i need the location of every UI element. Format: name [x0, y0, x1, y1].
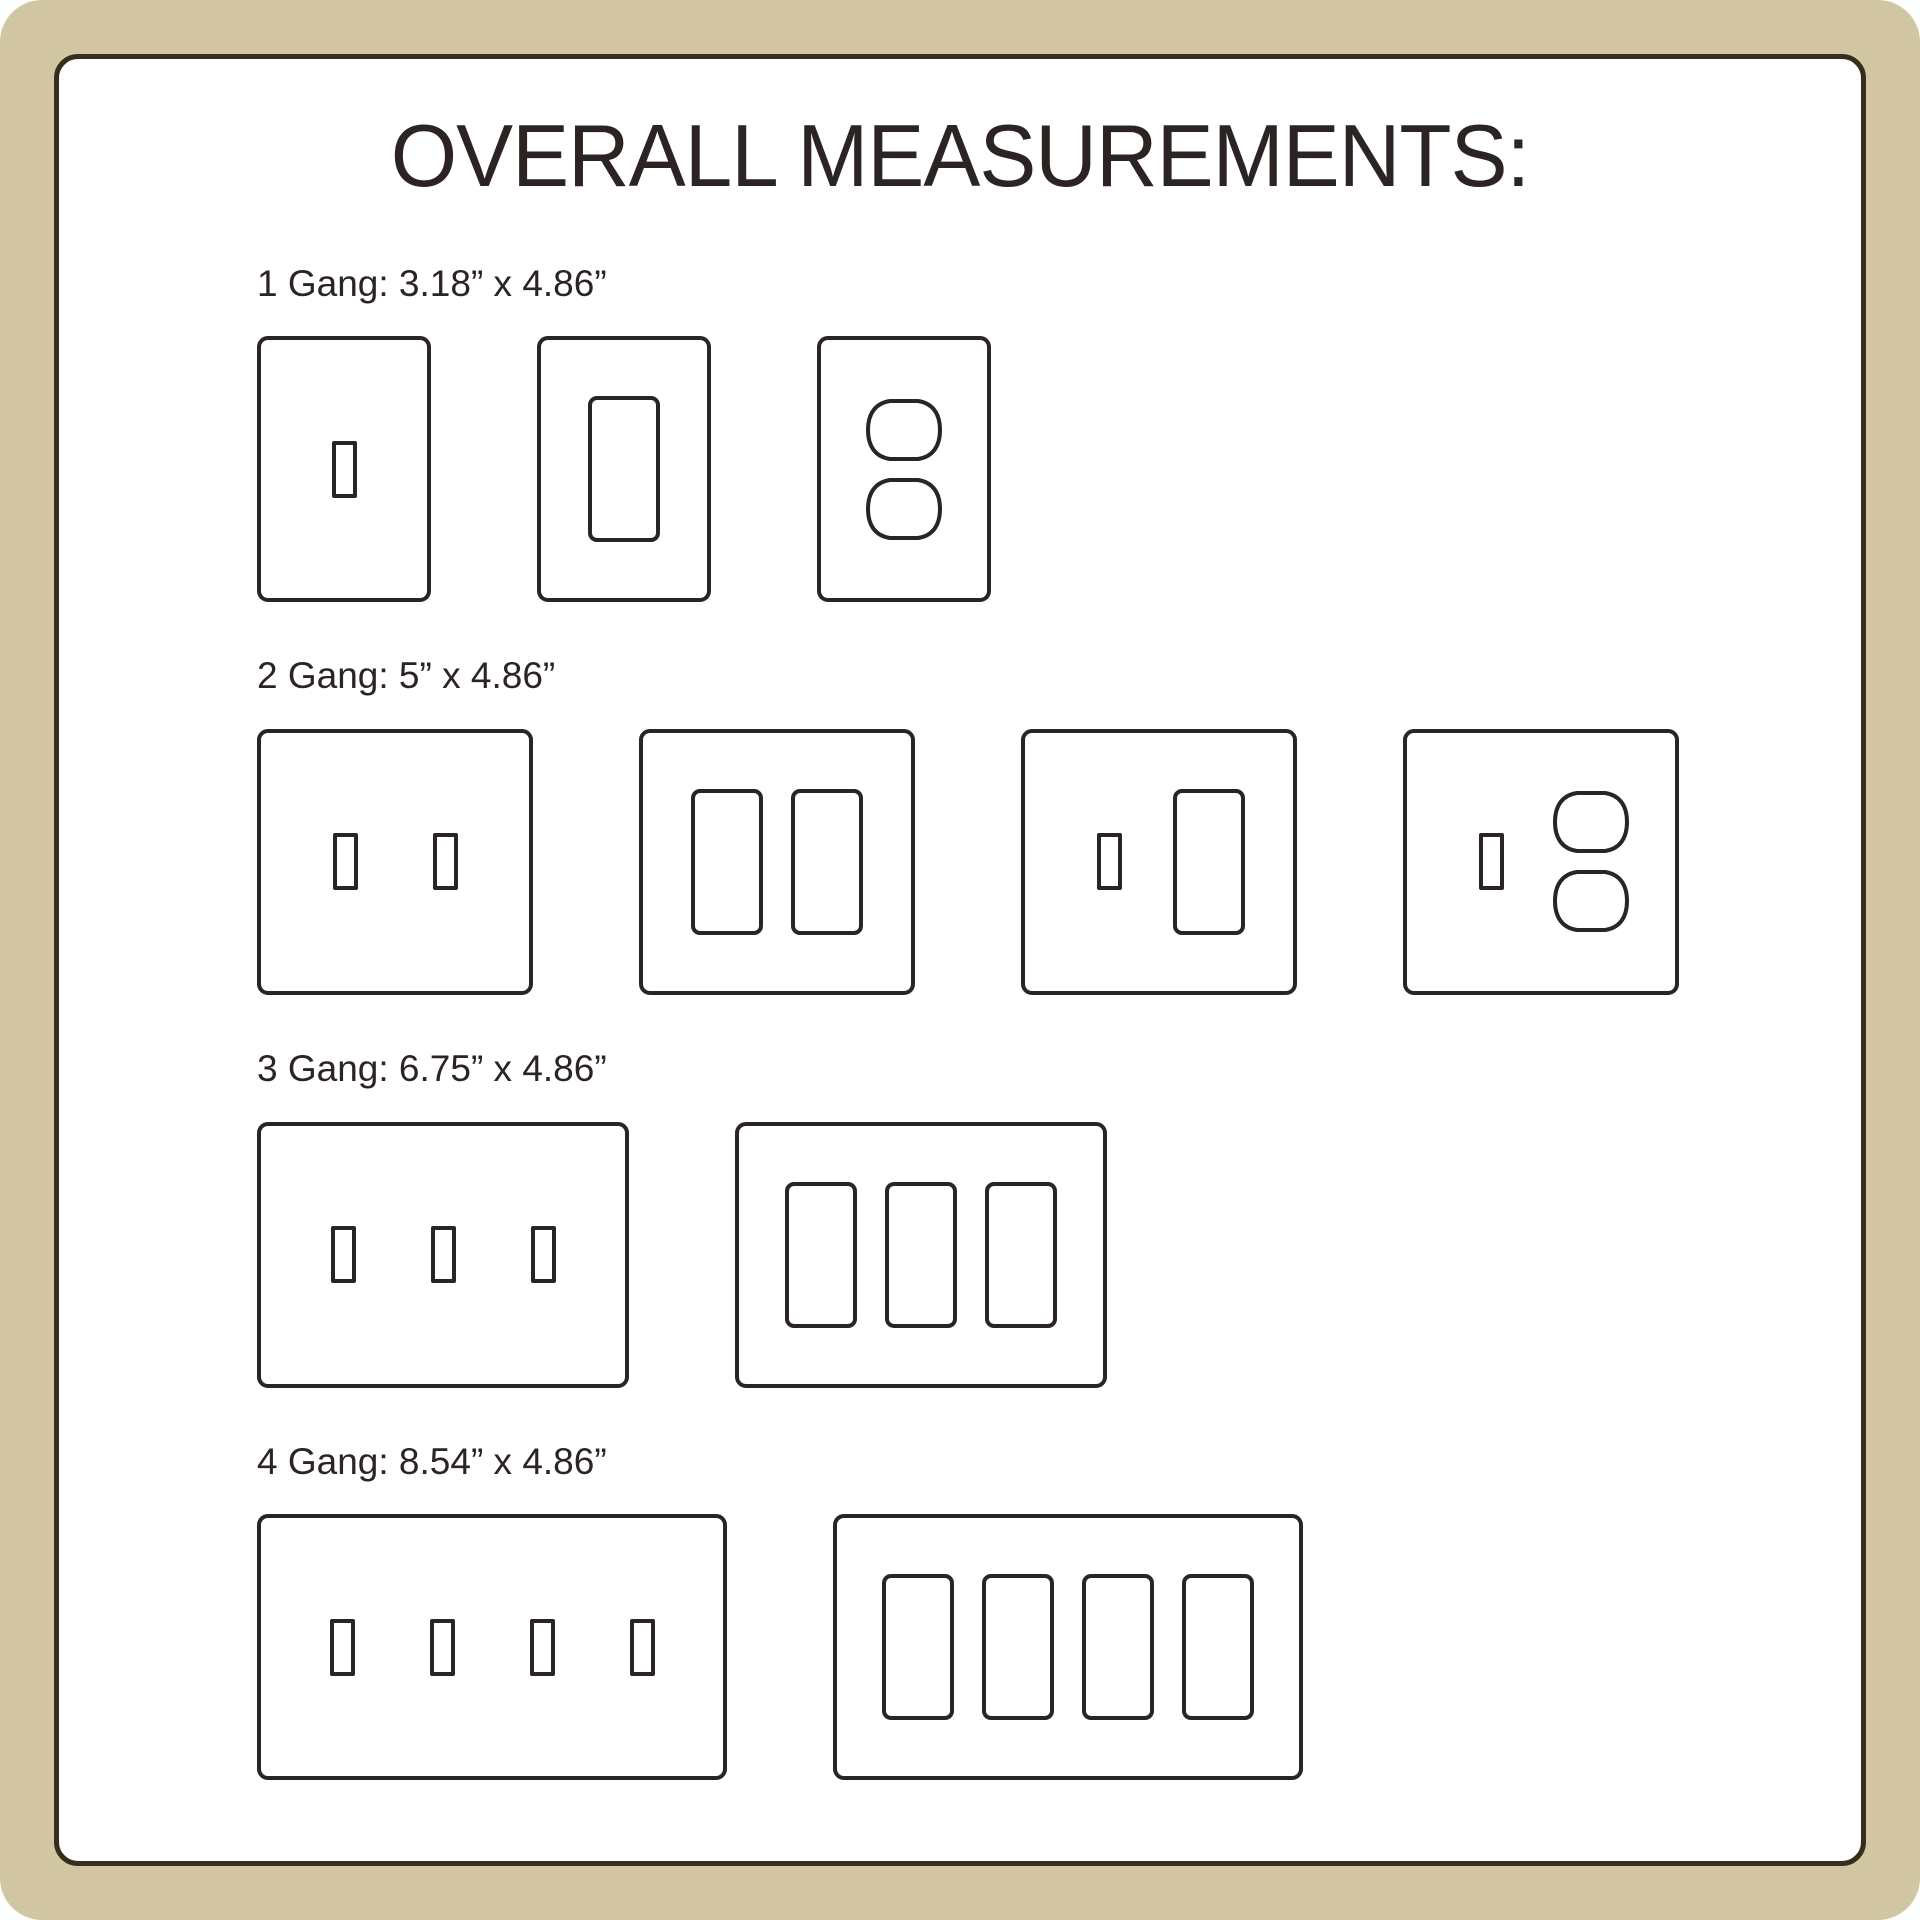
- toggle-switch-cutout: [331, 1226, 356, 1283]
- gang-section-label: 1 Gang: 3.18” x 4.86”: [257, 262, 607, 304]
- 4-gang-rocker-plate: [833, 1514, 1303, 1780]
- device-cell: [1159, 733, 1259, 991]
- gang-sections: [59, 262, 1861, 1781]
- 4-gang-toggle-plate: [257, 1514, 727, 1780]
- outlet-receptacle-icon: [866, 478, 942, 540]
- device-cell: [777, 733, 877, 991]
- device-cell: [393, 1126, 493, 1384]
- 1-gang-toggle-plate: [257, 336, 431, 602]
- outlet-receptacle-icon: [866, 399, 942, 461]
- rocker-switch-cutout: [1173, 789, 1245, 935]
- plate-row: [257, 336, 1821, 602]
- device-cell: [574, 340, 674, 598]
- rocker-switch-cutout: [588, 396, 660, 542]
- device-cell: [295, 733, 395, 991]
- plate-row: [257, 1122, 1821, 1388]
- gang-section-1-gang: [257, 262, 1821, 603]
- rocker-switch-cutout: [982, 1574, 1054, 1720]
- toggle-switch-cutout: [1479, 833, 1504, 890]
- 2-gang-toggle-rocker-plate: [1021, 729, 1297, 995]
- toggle-switch-cutout: [433, 833, 458, 890]
- 2-gang-toggle-toggle-plate: [257, 729, 533, 995]
- device-cell: [592, 1518, 692, 1776]
- device-cell: [1541, 733, 1641, 991]
- rocker-switch-cutout: [985, 1182, 1057, 1328]
- device-cell: [294, 340, 394, 598]
- device-cell: [395, 733, 495, 991]
- device-cell: [1168, 1518, 1268, 1776]
- gang-section-label: 3 Gang: 6.75” x 4.86”: [257, 1047, 607, 1089]
- device-cell: [1068, 1518, 1168, 1776]
- gang-section-2-gang: [257, 654, 1821, 995]
- device-cell: [677, 733, 777, 991]
- device-cell: [1059, 733, 1159, 991]
- device-cell: [968, 1518, 1068, 1776]
- 3-gang-rocker-plate: [735, 1122, 1107, 1388]
- gang-section-4-gang: [257, 1440, 1821, 1781]
- rocker-switch-cutout: [785, 1182, 857, 1328]
- device-cell: [492, 1518, 592, 1776]
- 3-gang-toggle-plate: [257, 1122, 629, 1388]
- device-cell: [1441, 733, 1541, 991]
- toggle-switch-cutout: [332, 441, 357, 498]
- outlet-receptacle-icon: [1553, 870, 1629, 932]
- toggle-switch-cutout: [431, 1226, 456, 1283]
- toggle-switch-cutout: [531, 1226, 556, 1283]
- spec-panel: [54, 54, 1866, 1866]
- gang-section-3-gang: [257, 1047, 1821, 1388]
- toggle-switch-cutout: [430, 1619, 455, 1676]
- toggle-switch-cutout: [333, 833, 358, 890]
- device-cell: [293, 1126, 393, 1384]
- device-cell: [392, 1518, 492, 1776]
- rocker-switch-cutout: [882, 1574, 954, 1720]
- 2-gang-toggle-duplex-plate: [1403, 729, 1679, 995]
- page-title: OVERALL MEASUREMENTS:: [390, 106, 1530, 205]
- rocker-switch-cutout: [691, 789, 763, 935]
- plate-row: [257, 729, 1821, 995]
- toggle-switch-cutout: [330, 1619, 355, 1676]
- toggle-switch-cutout: [630, 1619, 655, 1676]
- plate-row: [257, 1514, 1821, 1780]
- device-cell: [871, 1126, 971, 1384]
- rocker-switch-cutout: [1182, 1574, 1254, 1720]
- rocker-switch-cutout: [1082, 1574, 1154, 1720]
- toggle-switch-cutout: [1097, 833, 1122, 890]
- gang-section-label: 4 Gang: 8.54” x 4.86”: [257, 1440, 607, 1482]
- device-cell: [292, 1518, 392, 1776]
- device-cell: [868, 1518, 968, 1776]
- rocker-switch-cutout: [885, 1182, 957, 1328]
- outlet-receptacle-icon: [1553, 791, 1629, 853]
- device-cell: [493, 1126, 593, 1384]
- device-cell: [771, 1126, 871, 1384]
- gang-section-label: 2 Gang: 5” x 4.86”: [257, 655, 556, 697]
- 1-gang-duplex-plate: [817, 336, 991, 602]
- device-cell: [854, 340, 954, 598]
- toggle-switch-cutout: [530, 1619, 555, 1676]
- duplex-outlet-cutout: [866, 399, 942, 540]
- rocker-switch-cutout: [791, 789, 863, 935]
- duplex-outlet-cutout: [1553, 791, 1629, 932]
- 2-gang-rocker-rocker-plate: [639, 729, 915, 995]
- device-cell: [971, 1126, 1071, 1384]
- 1-gang-rocker-plate: [537, 336, 711, 602]
